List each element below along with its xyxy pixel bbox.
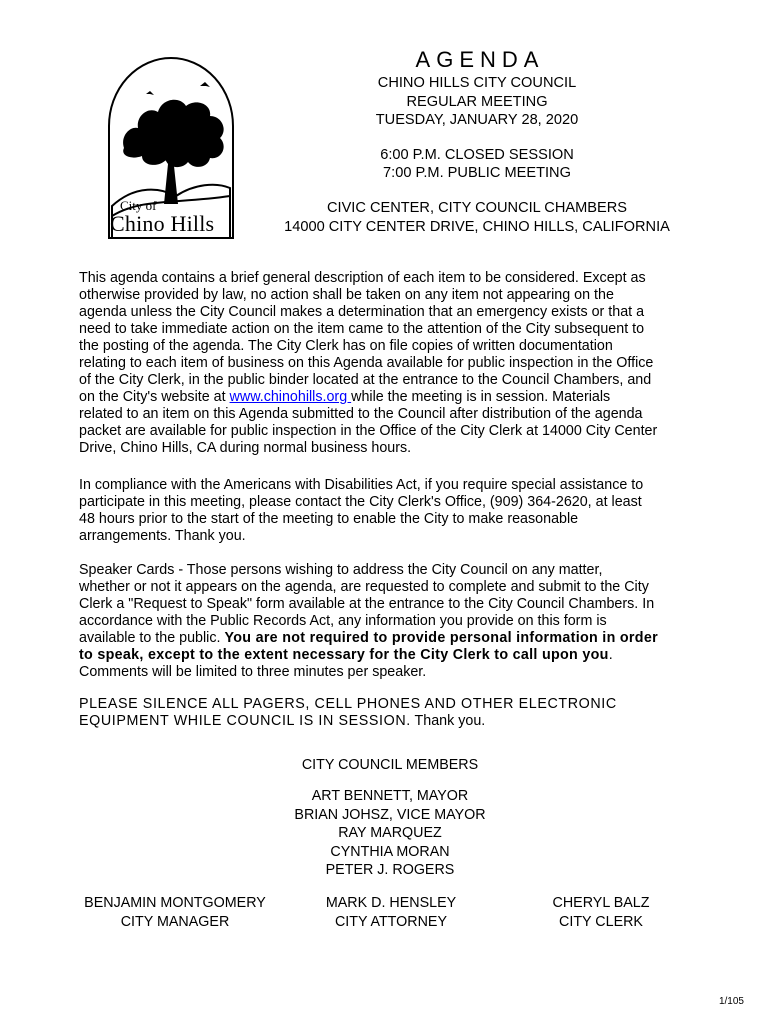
header-council: CHINO HILLS CITY COUNCIL [377, 75, 577, 91]
ada-paragraph: In compliance with the Americans with Disabilities Act, if you require special assistance to participate in this meeting, please contact the City Clerk's Office, (909) 364-2620, at least 48 hours prior to the start of the meeting to enable the City to make reasonable arrangements. Thank you. [79, 477, 644, 544]
agenda-header [262, 48, 692, 236]
silence-notice [79, 696, 699, 730]
intro-text-cont: while the meeting is in session. Materials related to an item on this Agenda submitted to the Council after distribution of the agenda packet are available for public inspection in the Office of the City Clerk at 14000 City Center Drive, Chino Hills, CA during normal business hours. [79, 389, 658, 456]
speaker-cards-paragraph [79, 562, 699, 681]
intro-text: This agenda contains a brief general description of each item to be considered. Except as otherwise provided by law, no action shall be taken on any item not appearing on the agenda unless the City Council makes a determination that an emergency exists or that a need to take immediate action on the item came to the attention of the City subsequent to the posting of the agenda. The City Clerk has on file copies of written documentation relating to each item of business on this Agenda available for public inspection in the Office of the City Clerk, in the public binder located at the entrance to the Council Chambers, and on the City's website at [79, 270, 654, 405]
speaker-text-cont: . Comments will be limited to three minutes per speaker. [79, 647, 613, 680]
header-address: 14000 CITY CENTER DRIVE, CHINO HILLS, CALIFORNIA [284, 218, 670, 235]
council-member: BRIAN JOHSZ, VICE MAYOR [294, 806, 486, 823]
staff-name: CHERYL BALZ [552, 895, 650, 911]
city-website-link[interactable]: www.chinohills.org [229, 389, 352, 405]
silence-thanks: Thank you. [410, 713, 486, 729]
silence-caps: PLEASE SILENCE ALL PAGERS, CELL PHONES AND OTHER ELECTRONIC EQUIPMENT WHILE COUNCIL IS IN SESSION. [79, 696, 617, 729]
staff-name: BENJAMIN MONTGOMERY [84, 895, 266, 911]
speaker-text: Speaker Cards - Those persons wishing to address the City Council on any matter, whether or not it appears on the agenda, are requested to complete and submit to the City Clerk a "Request to Speak" form available at the entrance to the City Council Chambers. In accordance with the Public Records Act, any information you provide on this form is available to the public. [79, 562, 655, 646]
intro-paragraph [79, 270, 699, 457]
staff-city-clerk [491, 894, 711, 931]
page-number: 1/105 [718, 996, 744, 1007]
council-member: ART BENNETT, MAYOR [311, 788, 469, 804]
header-public-meeting: 7:00 P.M. PUBLIC MEETING [383, 165, 571, 182]
header-location: CIVIC CENTER, CITY COUNCIL CHAMBERS [326, 199, 628, 216]
council-member: CYNTHIA MORAN [330, 843, 450, 860]
staff-title: CITY ATTORNEY [334, 913, 447, 930]
council-member: PETER J. ROGERS [325, 862, 455, 879]
staff-title: CITY MANAGER [120, 913, 230, 930]
logo-chino-hills-text: Chino Hills [110, 211, 215, 236]
council-heading: CITY COUNCIL MEMBERS [301, 757, 479, 773]
header-date: TUESDAY, JANUARY 28, 2020 [375, 112, 579, 129]
logo-city-of-text: City of [120, 198, 157, 213]
council-members-list [240, 787, 540, 880]
speaker-bold-notice: You are not required to provide personal information in order to speak, except to the extent necessary for the City Clerk to call upon you [79, 630, 658, 663]
council-member: RAY MARQUEZ [338, 825, 442, 842]
staff-city-attorney [281, 894, 501, 931]
staff-city-manager [65, 894, 285, 931]
page-title: AGENDA [415, 47, 545, 72]
header-closed-session: 6:00 P.M. CLOSED SESSION [380, 146, 574, 163]
staff-title: CITY CLERK [559, 913, 643, 930]
header-meeting-type: REGULAR MEETING [406, 93, 548, 110]
staff-name: MARK D. HENSLEY [325, 895, 457, 911]
